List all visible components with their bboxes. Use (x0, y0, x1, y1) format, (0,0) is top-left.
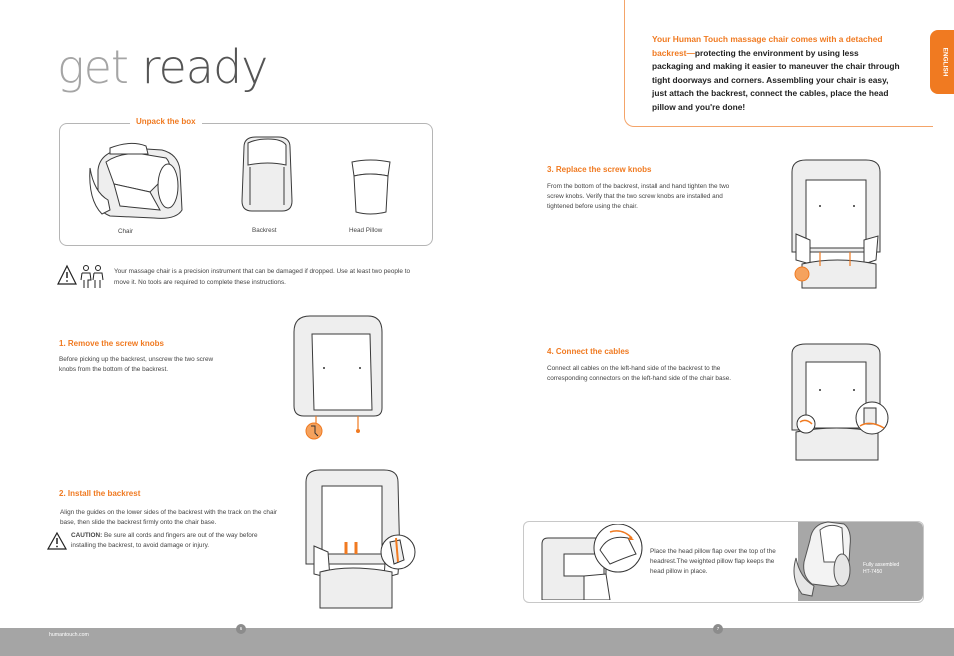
intro-highlight: Your Human Touch massage chair comes with a detached backrest— (652, 34, 883, 58)
page-title (57, 40, 267, 94)
language-tab[interactable] (930, 30, 954, 94)
caution-text: Be sure all cords and fingers are out of the way before installing the backrest, to avoid damage or injury. (71, 532, 258, 549)
step-3-heading: 3. Replace the screw knobs (547, 165, 652, 174)
head-pillow-install-illustration (540, 524, 652, 600)
two-people-icon (81, 266, 103, 289)
chair-caption: Chair (118, 228, 134, 235)
footer-url[interactable]: humantouch.com (49, 632, 89, 638)
page-number-right: 7 (713, 624, 723, 634)
warning-icons (57, 264, 107, 292)
step-2-text: Align the guides on the lower sides of the backrest with the track on the chair base, then slide the backrest firmly onto the chair base. (60, 509, 278, 526)
intro-text (652, 33, 902, 114)
page-number-left: 6 (236, 624, 246, 634)
head-pillow-illustration (348, 158, 394, 216)
pillow-text: Place the head pillow flap over the top of the headrest.The weighted pillow flap keeps the head pillow in place. (650, 548, 776, 575)
warning-triangle-icon (58, 266, 76, 284)
step-3-illustration (786, 156, 886, 292)
step-4-illustration (786, 340, 890, 466)
backrest-illustration (238, 135, 296, 215)
step-2-caution (71, 531, 281, 551)
step-2-heading: 2. Install the backrest (59, 489, 141, 498)
assembled-model: HT-7450 (863, 569, 883, 575)
step-1-heading: 1. Remove the screw knobs (59, 339, 164, 348)
unpack-title: Unpack the box (130, 117, 202, 126)
backrest-caption: Backrest (252, 227, 277, 234)
step-1-illustration (290, 312, 390, 442)
title-ready: ready (141, 40, 268, 94)
step-3-text: From the bottom of the backrest, install and hand tighten the two screw knobs. Verify that the two screw knobs are installed and tightened before using the chair. (547, 183, 730, 210)
footer-bar (0, 628, 954, 656)
assembled-caption (863, 562, 923, 576)
head-pillow-caption: Head Pillow (349, 227, 383, 234)
language-tab-label: ENGLISH (941, 47, 949, 77)
assembled-label: Fully assembled (863, 562, 900, 568)
caution-label: CAUTION: (71, 532, 103, 539)
step-4-heading: 4. Connect the cables (547, 347, 630, 356)
intro-body: protecting the environment by using less packaging and making it easier to maneuver the chair through tight doorways and corners. Assembling your chair is easy, just attach the backrest, connect the cables, place the head pillow and you're done! (652, 47, 900, 112)
warning-text: Your massage chair is a precision instrument that can be damaged if dropped. Use at least two people to move it. No tools are required to complete these instructions. (114, 268, 411, 286)
assembled-chair-illustration (790, 516, 858, 600)
step-4-text: Connect all cables on the left-hand side of the backrest to the corresponding connectors on the left-hand side of the chair base. (547, 365, 732, 382)
step-1-text: Before picking up the backrest, unscrew the two screw knobs from the bottom of the backrest. (59, 356, 214, 373)
title-get: get (57, 40, 128, 94)
chair-illustration (80, 140, 190, 222)
caution-triangle-icon (46, 531, 68, 551)
step-2-illustration (300, 468, 420, 614)
